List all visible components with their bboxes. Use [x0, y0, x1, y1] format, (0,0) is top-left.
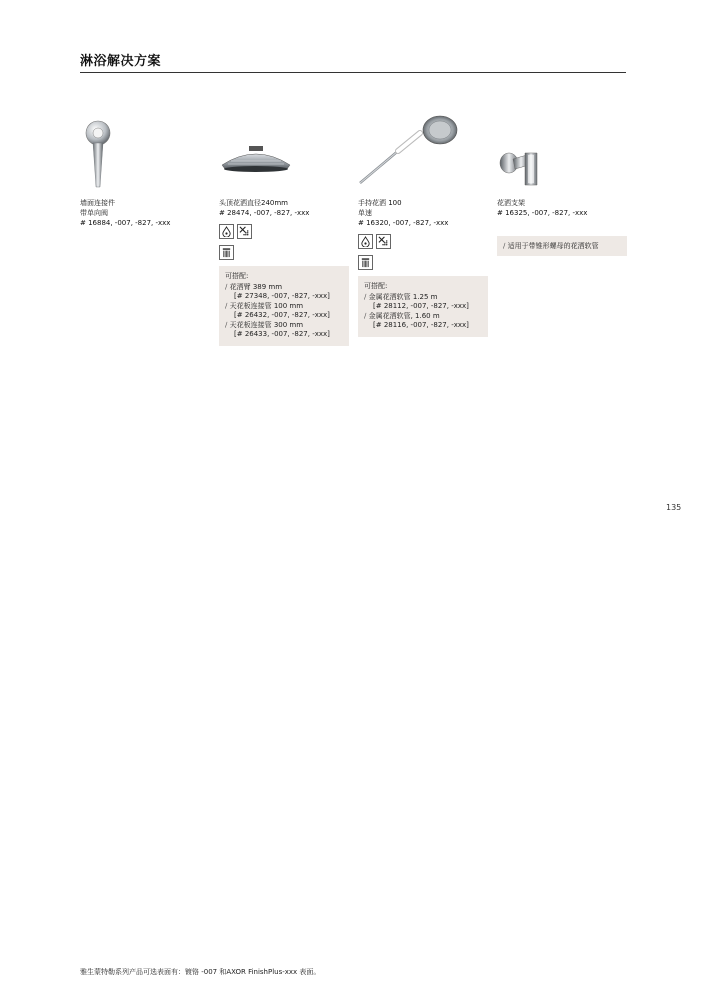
- no-limescale-icon: [237, 224, 252, 239]
- compatibility-note: [497, 236, 627, 256]
- accessory-name: ∕ 花洒臂 389 mm: [225, 283, 341, 293]
- product-code: # 16320, -007, -827, -xxx: [358, 219, 449, 227]
- accessories-box: [358, 276, 488, 337]
- accessories-box: [219, 266, 349, 346]
- accessories-heading: 可搭配:: [364, 282, 388, 290]
- cleaning-icon: [219, 245, 234, 260]
- overhead-shower-image: [219, 113, 349, 193]
- accessory-item: [225, 283, 341, 302]
- product-hand-shower: [358, 113, 488, 337]
- accessory-item: [364, 312, 480, 331]
- product-name: 花洒支架: [497, 199, 525, 207]
- accessory-item: [364, 293, 480, 312]
- product-overhead-shower: [219, 113, 349, 346]
- accessory-code: [# 28116, -007, -827, -xxx]: [373, 321, 469, 329]
- accessory-code: [# 26432, -007, -827, -xxx]: [234, 311, 330, 319]
- accessory-item: [225, 302, 341, 321]
- accessory-name: ∕ 金属花洒软管, 1.60 m: [364, 312, 480, 322]
- accessories-heading: 可搭配:: [225, 272, 249, 280]
- product-code: # 28474, -007, -827, -xxx: [219, 209, 310, 217]
- accessory-name: ∕ 天花板连接管 300 mm: [225, 321, 341, 331]
- water-drop-flow-icon: [219, 224, 234, 239]
- product-name: 手持花洒 100: [358, 199, 402, 207]
- shower-holder-image: [497, 113, 627, 193]
- no-limescale-icon: [376, 234, 391, 249]
- wall-connector-image: [80, 113, 215, 193]
- accessory-code: [# 27348, -007, -827, -xxx]: [234, 292, 330, 300]
- cleaning-icon: [358, 255, 373, 270]
- product-code: # 16325, -007, -827, -xxx: [497, 209, 588, 217]
- product-code: # 16884, -007, -827, -xxx: [80, 219, 171, 227]
- note-text: ∕ 适用于带锥形螺母的花洒软管: [503, 242, 599, 250]
- accessory-code: [# 28112, -007, -827, -xxx]: [373, 302, 469, 310]
- accessory-code: [# 26433, -007, -827, -xxx]: [234, 330, 330, 338]
- feature-icons-row-2: [358, 255, 488, 270]
- product-name: 墙面连接件: [80, 199, 115, 207]
- page-title: 淋浴解决方案: [80, 54, 162, 69]
- hand-shower-image: [358, 113, 488, 193]
- product-subtitle: 带单向阀: [80, 209, 108, 217]
- title-rule: [80, 72, 626, 73]
- product-wall-connector: [80, 113, 215, 228]
- water-drop-flow-icon: [358, 234, 373, 249]
- product-subtitle: 单速: [358, 209, 372, 217]
- feature-icons: [219, 224, 349, 239]
- accessory-name: ∕ 天花板连接管 100 mm: [225, 302, 341, 312]
- product-shower-holder: [497, 113, 627, 256]
- feature-icons-row-2: [219, 245, 349, 260]
- accessory-name: ∕ 金属花洒软管 1.25 m: [364, 293, 480, 303]
- feature-icons: [358, 234, 488, 249]
- accessory-item: [225, 321, 341, 340]
- footer-note: 雅生蒙特勒系列产品可选表面有：镀铬 -007 和AXOR FinishPlus-xxx 表面。: [80, 968, 321, 976]
- page-number: 135: [666, 503, 682, 512]
- product-name: 头顶花洒直径240mm: [219, 199, 288, 207]
